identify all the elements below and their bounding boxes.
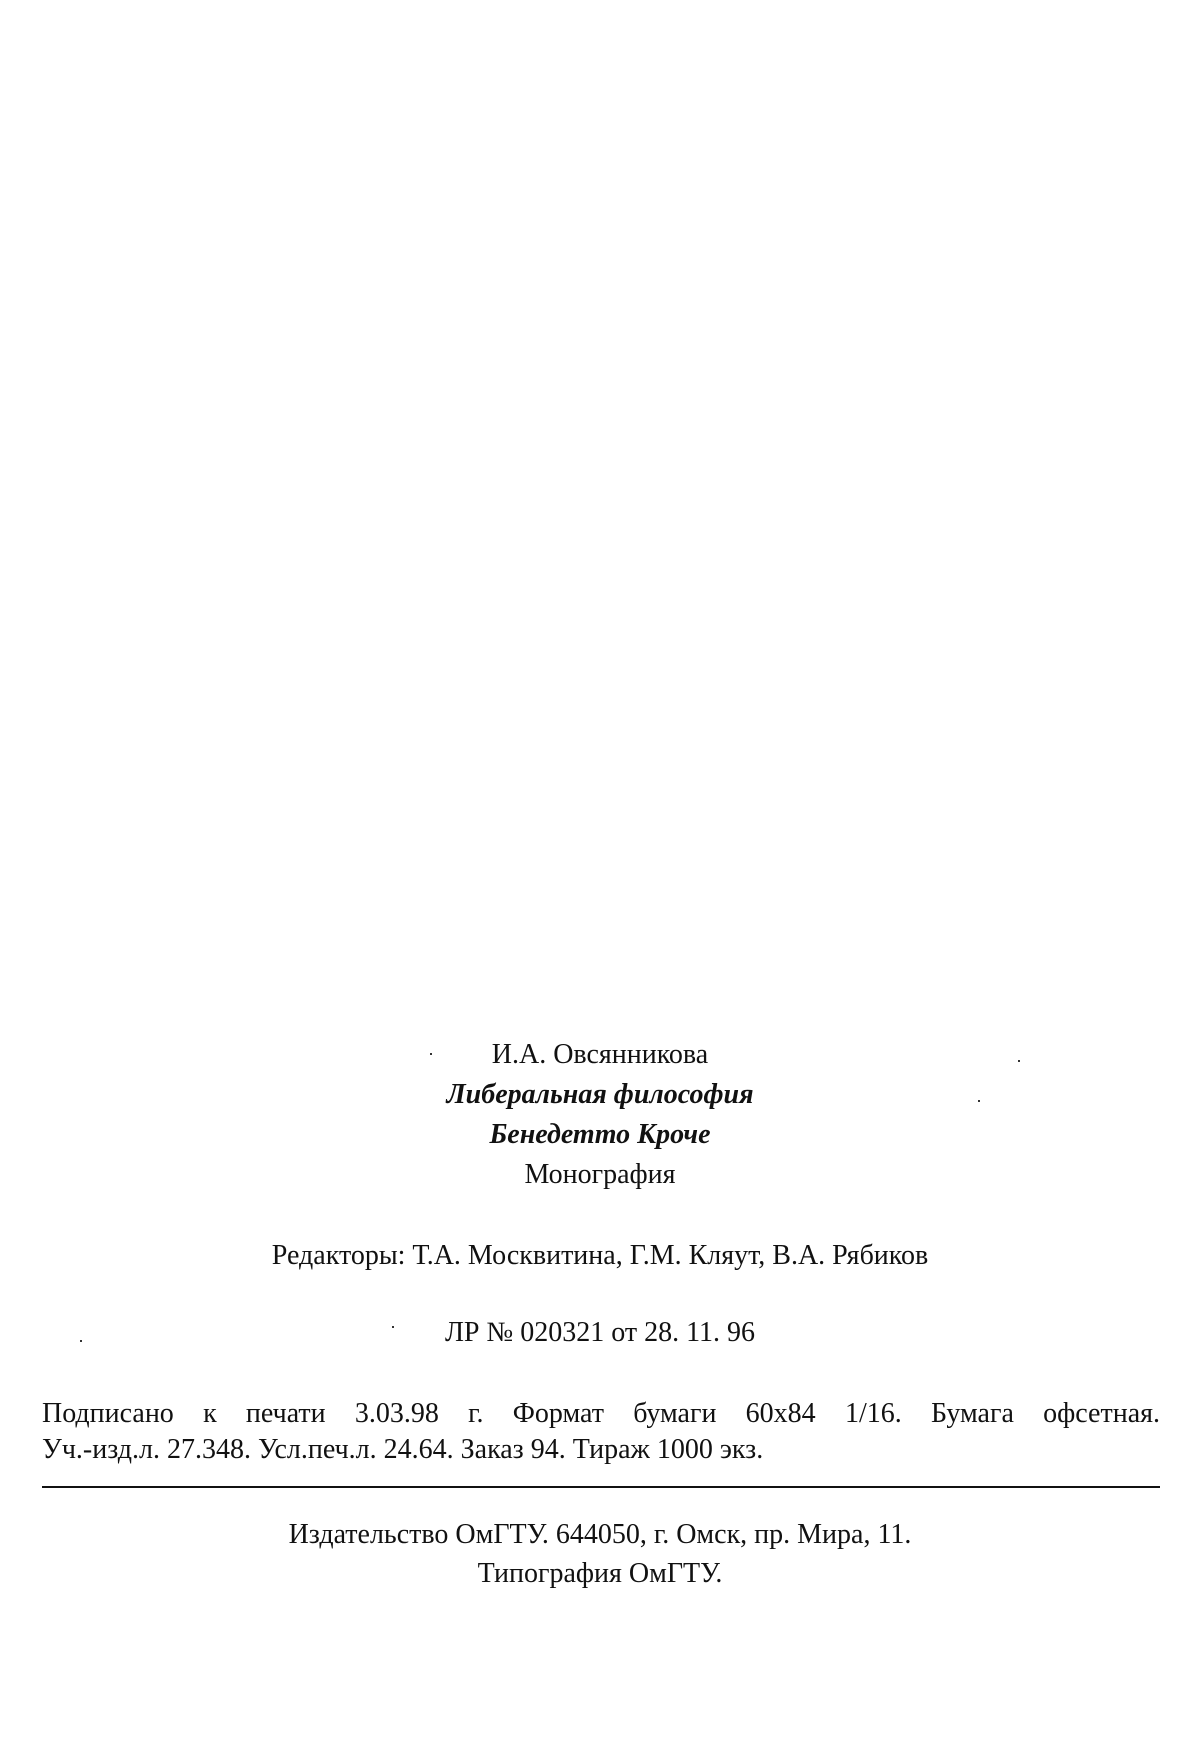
print-details-line-1: Подписано к печати 3.03.98 г. Формат бумаги 60х84 1/16. Бумага офсетная. [42, 1398, 1160, 1429]
book-title-line-2: Бенедетто Кроче [489, 1119, 711, 1150]
scan-speck [978, 1100, 980, 1102]
publisher-address: Издательство ОмГТУ. 644050, г. Омск, пр. Мира, 11. [288, 1519, 912, 1550]
print-details-line-2: Уч.-изд.л. 27.348. Усл.печ.л. 24.64. Заказ 94. Тираж 1000 экз. [42, 1434, 764, 1465]
scan-speck [80, 1340, 82, 1342]
scan-speck [430, 1053, 432, 1055]
horizontal-rule [42, 1486, 1160, 1488]
editors-line: Редакторы: Т.А. Москвитина, Г.М. Кляут, В.А. Рябиков [271, 1240, 929, 1271]
license-number: ЛР № 020321 от 28. 11. 96 [444, 1317, 756, 1348]
book-genre: Монография [524, 1159, 676, 1190]
print-details [42, 1396, 1160, 1468]
author-name: И.А. Овсянникова [491, 1039, 709, 1070]
scan-speck [1018, 1060, 1020, 1062]
scan-speck [392, 1326, 394, 1328]
printing-house: Типография ОмГТУ. [477, 1558, 723, 1589]
book-title-line-1: Либеральная философия [446, 1079, 754, 1110]
